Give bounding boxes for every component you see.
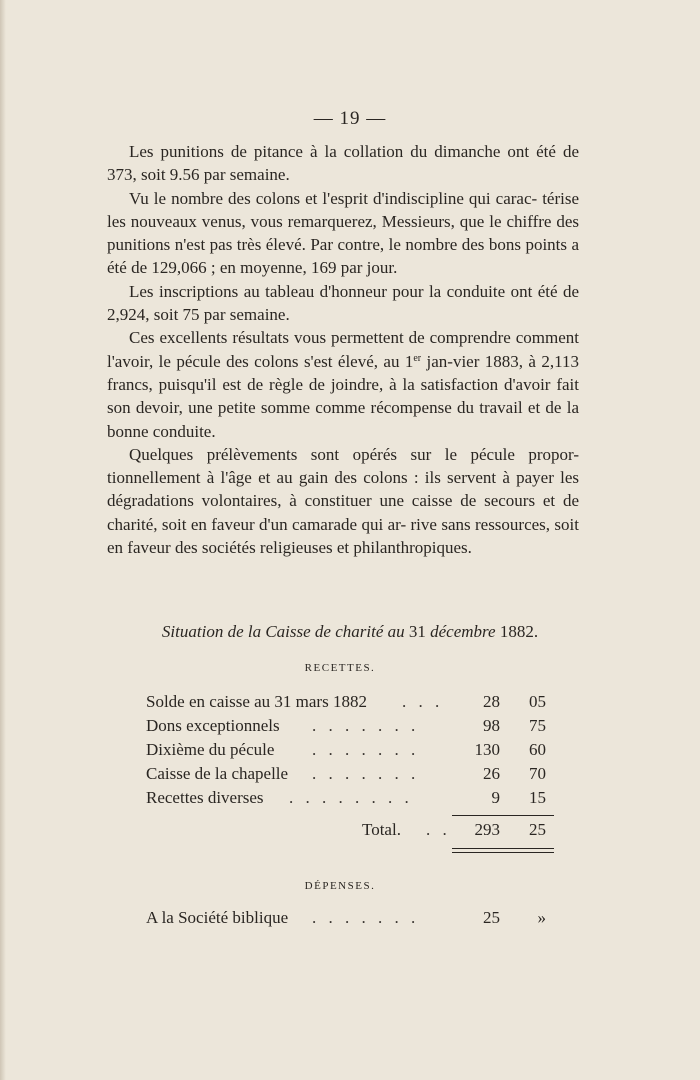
paragraph-5 xyxy=(107,443,579,559)
double-rule-top xyxy=(452,848,554,849)
recette-francs: 98 xyxy=(483,716,500,735)
paragraph-line: été de 2,924, soit 75 par semaine. xyxy=(107,281,580,325)
paragraph-line: nombre des bons points a été de 129,066 ; en moyenne, 169 xyxy=(107,235,580,278)
paragraph-line: secours et de charité, soit en faveur d'un camarade qui ar- xyxy=(107,491,579,534)
paragraph-line: Vu le nombre des colons et l'esprit d'indiscipline qui carac- xyxy=(129,188,538,208)
recette-centimes: 75 xyxy=(529,716,546,735)
section-title-day: 31 xyxy=(408,622,426,641)
paragraph-line: Les punitions de pitance à la collation du dimanche ont été xyxy=(129,142,556,161)
depense-label: A la Société biblique xyxy=(146,908,289,927)
page-edge xyxy=(0,0,6,1080)
recettes-heading: RECETTES. xyxy=(304,662,376,674)
recette-centimes: 70 xyxy=(529,764,546,783)
paragraph-line: de 373, soit 9.56 par semaine. xyxy=(107,142,579,185)
total-centimes: 25 xyxy=(529,820,546,839)
paragraph-line: par jour. xyxy=(340,258,398,278)
paragraph-2 xyxy=(107,187,579,280)
paragraph-line: rive sans ressources, soit en faveur des sociétés religieuses xyxy=(107,514,579,558)
recette-row xyxy=(146,738,546,762)
depenses-heading: DÉPENSES. xyxy=(304,880,376,892)
sum-rule xyxy=(452,815,554,816)
recette-francs: 9 xyxy=(491,788,500,807)
section-title-text: Situation de la Caisse de charité au xyxy=(161,622,405,641)
paragraph-line: payer les dégradations volontaires, à constituer une caisse de xyxy=(107,468,580,511)
section-title xyxy=(0,622,700,642)
paragraph-line: Quelques prélèvements sont opérés sur le pécule propor- xyxy=(129,444,579,464)
total-francs: 293 xyxy=(474,820,500,839)
leader-dots: . . . . . . . xyxy=(312,908,420,927)
depense-row xyxy=(146,906,546,930)
recette-row xyxy=(146,762,546,786)
paragraph-1 xyxy=(107,140,579,187)
recette-label: Dons exceptionnels xyxy=(146,716,280,735)
leader-dots: . . xyxy=(426,820,451,839)
recette-francs: 130 xyxy=(474,740,500,759)
depense-francs: 25 xyxy=(483,908,500,927)
paragraph-line: Les inscriptions au tableau d'honneur pour la conduite ont xyxy=(129,281,533,301)
paragraph-text: Ces excellents résultats vous permettent de comprendre comment l'avoir, le pécule des colons s'est élevé, au 1 xyxy=(107,328,579,371)
recette-francs: 28 xyxy=(483,692,500,711)
recette-centimes: 05 xyxy=(529,692,546,711)
section-title-year: 1882. xyxy=(499,622,539,641)
recette-label: Recettes diverses xyxy=(146,788,264,807)
section-title-month: décembre xyxy=(430,622,496,641)
recette-label: Dixième du pécule xyxy=(146,740,275,759)
recette-label: Caisse de la chapelle xyxy=(146,764,289,783)
recette-label: Solde en caisse au 31 mars 1882 xyxy=(146,692,367,711)
paragraph-3 xyxy=(107,280,579,327)
total-label: Total. xyxy=(362,820,401,839)
leader-dots: . . . . . . . xyxy=(312,740,420,759)
paragraph-4 xyxy=(107,326,579,442)
leader-dots: . . . . . . . . xyxy=(289,788,413,807)
recette-row xyxy=(146,786,546,810)
ordinal-superscript: er xyxy=(413,352,422,364)
depense-centimes: » xyxy=(537,908,546,927)
paragraph-line: le chiffre des punitions n'est pas très élevé. Par contre, le xyxy=(107,211,579,255)
leader-dots: . . . . . . . xyxy=(312,764,420,783)
paragraph-text: jan-vier 1883, à 2,113 francs, puisqu'il est de règle de joindre, à la satisfaction d'avoir fait son devoir, une petite somme comme récompense du travail et de la bonne conduite. xyxy=(107,351,579,441)
recette-francs: 26 xyxy=(483,764,500,783)
recette-centimes: 15 xyxy=(529,788,546,807)
total-row xyxy=(146,818,546,842)
leader-dots: . . . xyxy=(402,692,444,711)
page-number: — 19 — xyxy=(313,108,387,129)
recette-row xyxy=(146,714,546,738)
leader-dots: . . . . . . . xyxy=(312,716,420,735)
paragraph-line: tionnellement à l'âge et au gain des colons : ils servent à xyxy=(107,468,510,488)
double-rule-bottom xyxy=(452,852,554,853)
recette-centimes: 60 xyxy=(529,740,546,759)
body-text xyxy=(107,140,579,559)
paragraph-line: térise les nouveaux venus, vous remarquerez, Messieurs, que xyxy=(107,188,580,231)
recette-row xyxy=(146,690,546,714)
paragraph-line: et philanthropiques. xyxy=(336,538,472,558)
